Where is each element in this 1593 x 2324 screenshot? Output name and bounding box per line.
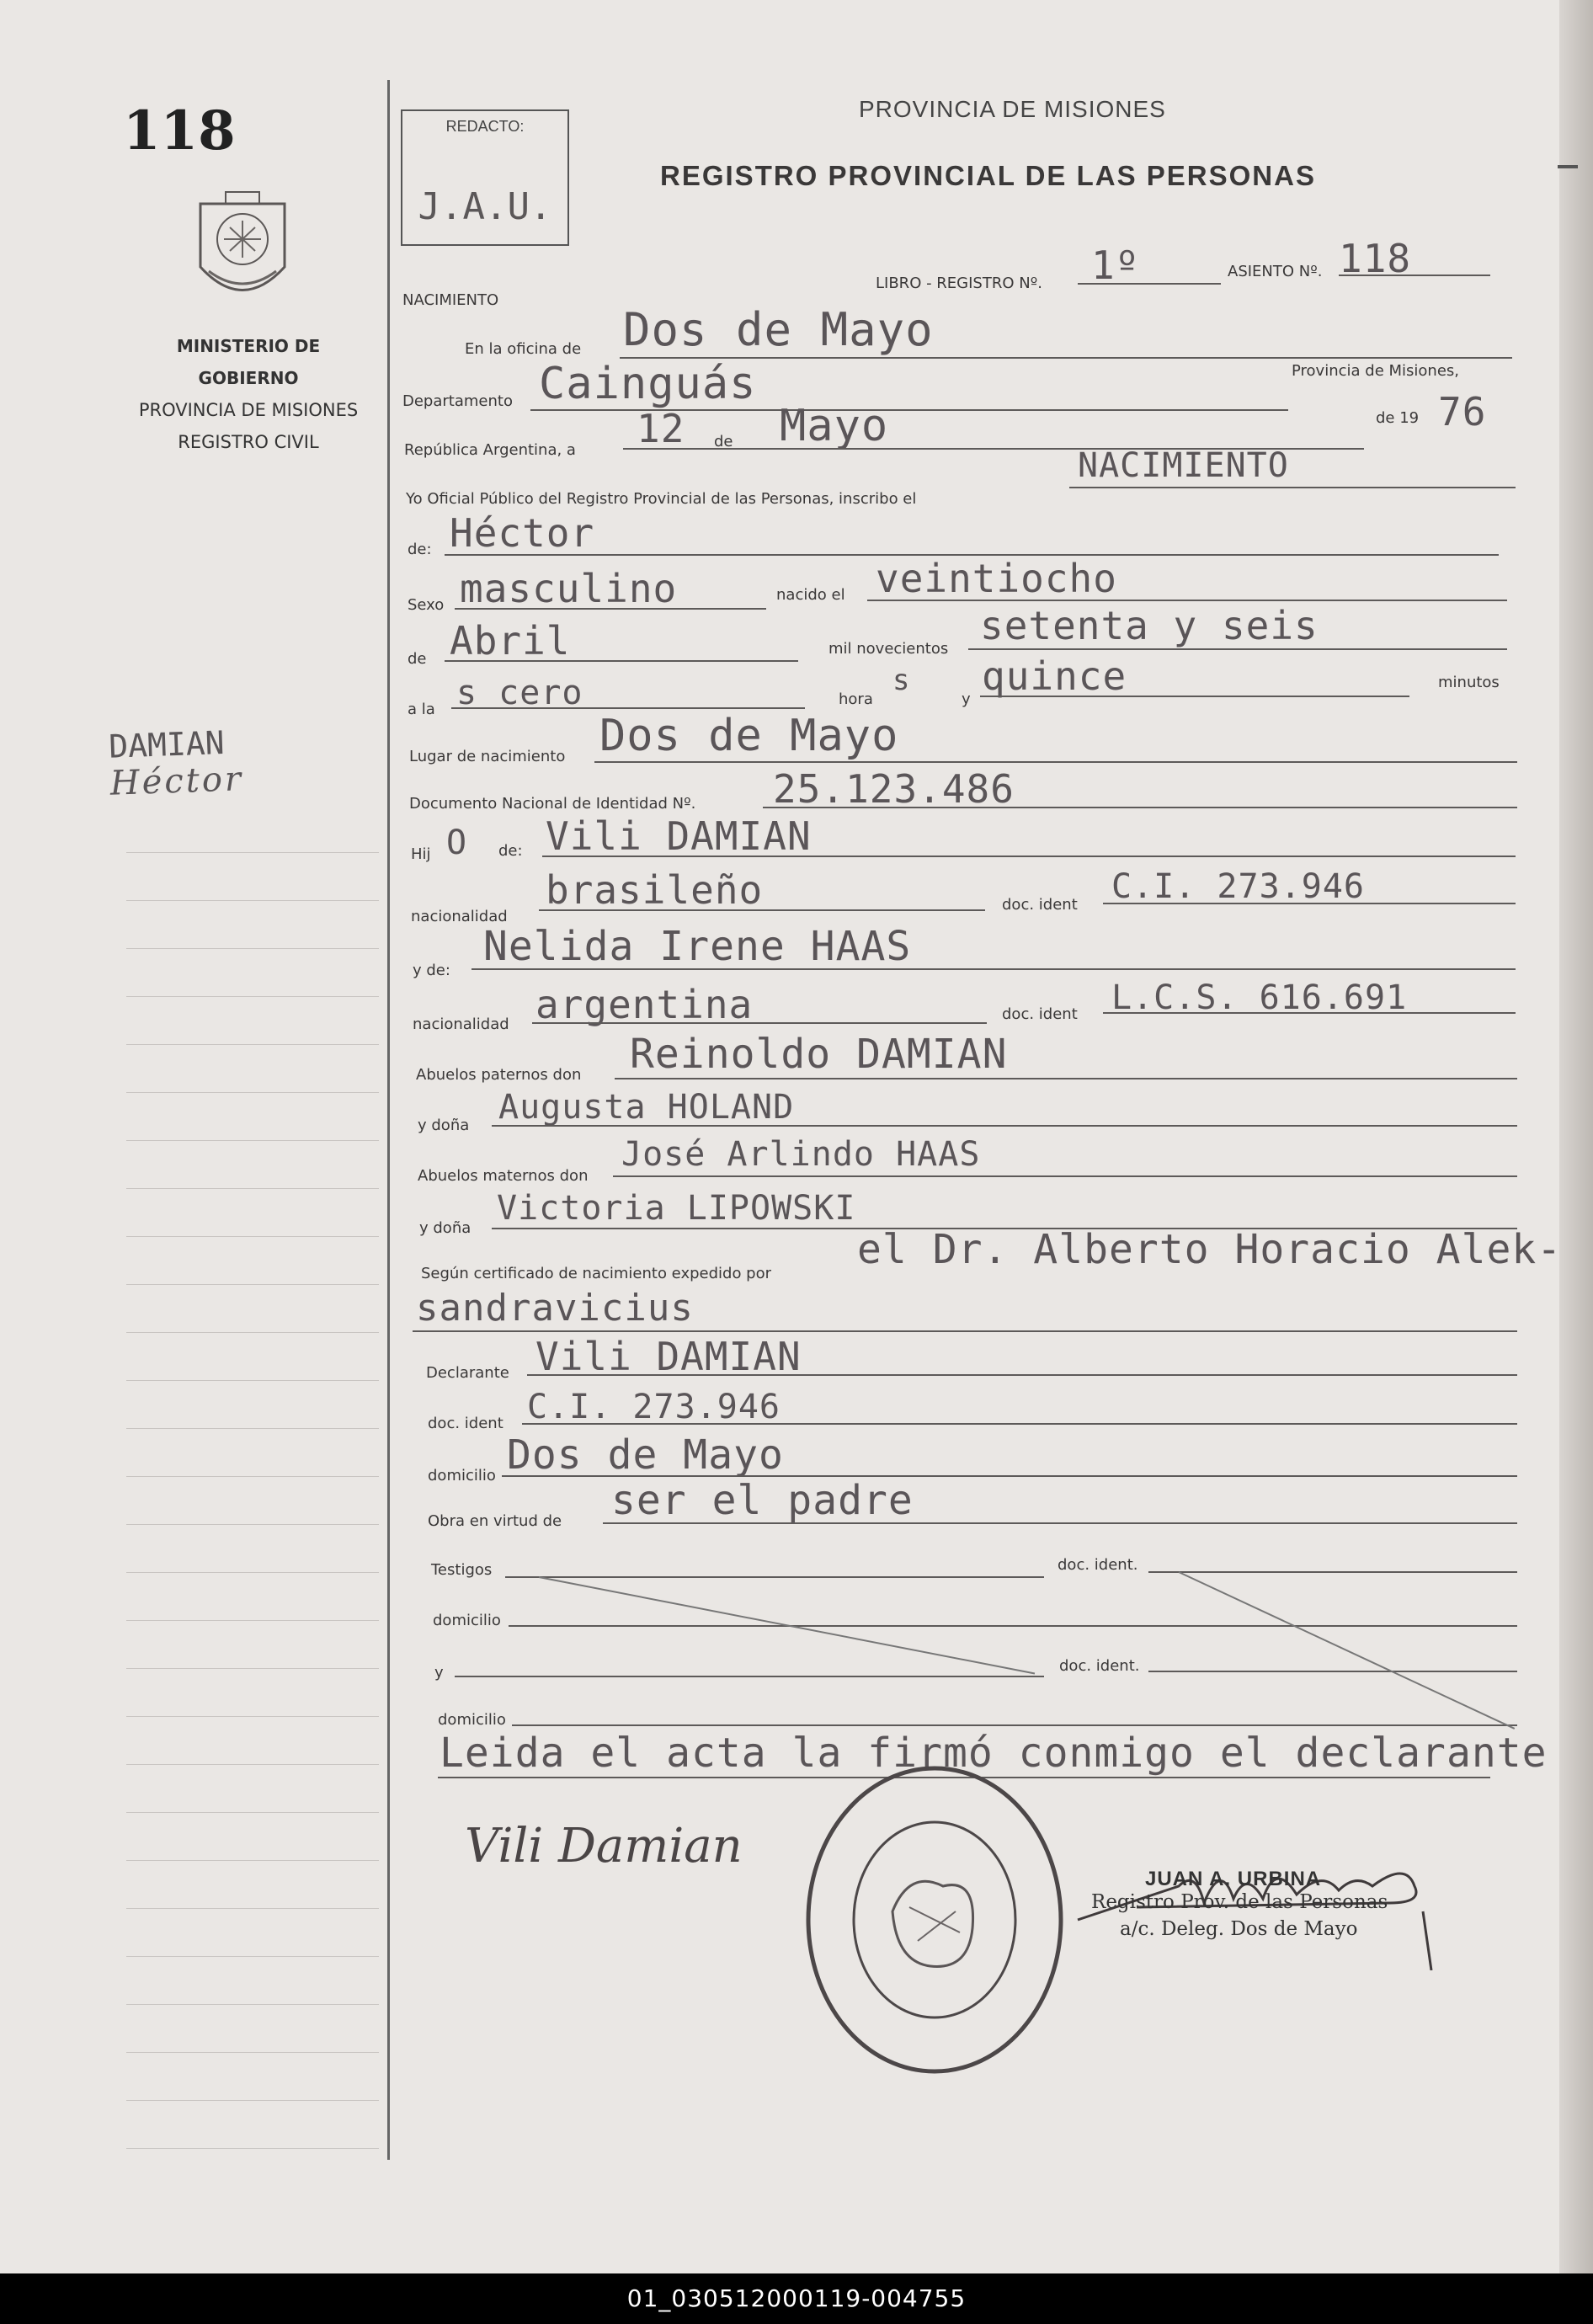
declarante-line bbox=[527, 1374, 1517, 1376]
madre-de-label: y de: bbox=[413, 962, 450, 979]
official-name: JUAN A. URBINA bbox=[1145, 1868, 1322, 1890]
nac-padre-label: nacionalidad bbox=[411, 908, 508, 925]
libro-line bbox=[1078, 283, 1221, 285]
margin-rule bbox=[126, 2004, 379, 2005]
oficina-label: En la oficina de bbox=[465, 340, 582, 358]
book-spine bbox=[1559, 0, 1593, 2273]
archive-code-bar bbox=[0, 2273, 1593, 2324]
margin-rule bbox=[126, 948, 379, 949]
inscribo-line bbox=[1069, 487, 1516, 488]
nacido-line bbox=[867, 600, 1507, 601]
testigos-line bbox=[505, 1576, 1044, 1578]
inscribo-label: Yo Oficial Público del Registro Provincial de las Personas, inscribo el bbox=[406, 490, 917, 508]
hora-value: s cero bbox=[456, 674, 583, 712]
mes-value: Mayo bbox=[780, 401, 889, 451]
margin-rule bbox=[126, 1140, 379, 1141]
anio-nac-value: setenta y seis bbox=[980, 603, 1319, 648]
folio-number: 118 bbox=[123, 99, 236, 163]
minutos-line bbox=[980, 696, 1409, 697]
nacido-label: nacido el bbox=[776, 586, 845, 604]
ab-pat-label: Abuelos paternos don bbox=[416, 1066, 582, 1084]
header-province: PROVINCIA DE MISIONES bbox=[859, 96, 1166, 122]
margin-rule bbox=[126, 1044, 379, 1045]
margin-given-name: Héctor bbox=[109, 760, 244, 803]
madre-line bbox=[472, 968, 1516, 970]
redacto-label: REDACTO: bbox=[445, 118, 525, 135]
decl-doc-label: doc. ident bbox=[428, 1415, 503, 1432]
ministry-office: REGISTRO CIVIL bbox=[178, 432, 319, 452]
dni-label: Documento Nacional de Identidad Nº. bbox=[409, 795, 696, 813]
testigo2-line bbox=[455, 1676, 1044, 1677]
departamento-label: Departamento bbox=[402, 392, 513, 410]
margin-rule bbox=[126, 1668, 379, 1669]
ab-mat2-value: Victoria LIPOWSKI bbox=[497, 1189, 856, 1228]
margin-rule bbox=[126, 1284, 379, 1285]
certificado-line bbox=[413, 1330, 1517, 1332]
dni-value: 25.123.486 bbox=[773, 766, 1015, 812]
anio-value: 76 bbox=[1438, 389, 1487, 434]
page-tab-mark bbox=[1558, 165, 1578, 168]
domicilio-value: Dos de Mayo bbox=[507, 1431, 784, 1479]
y-label: y bbox=[962, 690, 971, 708]
ab-pat-value: Reinoldo DAMIAN bbox=[630, 1031, 1008, 1078]
redacto-initials: J.A.U. bbox=[418, 185, 552, 228]
anio-label: de 19 bbox=[1376, 409, 1420, 427]
ab-mat-label: Abuelos maternos don bbox=[418, 1167, 589, 1185]
margin-note bbox=[109, 723, 244, 802]
ab-pat2-line bbox=[492, 1125, 1517, 1127]
margin-rule bbox=[126, 1812, 379, 1813]
ab-mat-value: José Arlindo HAAS bbox=[621, 1135, 981, 1174]
margin-rule bbox=[126, 1860, 379, 1861]
cierre-text: Leida el acta la firmó conmigo el declarante bbox=[440, 1730, 1548, 1777]
margin-rule bbox=[126, 1524, 379, 1525]
sexo-label: Sexo bbox=[408, 596, 445, 614]
official-title: Registro Prov. de las Personas bbox=[1091, 1891, 1388, 1913]
de-label: de bbox=[714, 433, 733, 450]
libro-label: LIBRO - REGISTRO Nº. bbox=[876, 275, 1042, 292]
certificado-value-cont: sandravicius bbox=[416, 1287, 694, 1330]
hijo-de-label: de: bbox=[498, 842, 523, 860]
margin-surname: DAMIAN bbox=[108, 723, 226, 765]
declarante-value: Vili DAMIAN bbox=[535, 1334, 802, 1379]
margin-rule bbox=[126, 1956, 379, 1957]
mes-nac-value: Abril bbox=[450, 618, 571, 664]
official-delegation: a/c. Deleg. Dos de Mayo bbox=[1120, 1918, 1358, 1940]
departamento-value: Cainguás bbox=[539, 359, 757, 409]
obra-line bbox=[603, 1522, 1517, 1524]
hora-label: hora bbox=[839, 690, 873, 708]
certificado-label: Según certificado de nacimiento expedido por bbox=[421, 1265, 772, 1282]
lugar-label: Lugar de nacimiento bbox=[409, 748, 566, 765]
sexo-value: masculino bbox=[460, 566, 678, 611]
registry-seal-icon bbox=[800, 1760, 1069, 2080]
ab-pat2-label: y doña bbox=[418, 1117, 470, 1134]
declarante-signature: Vili Damian bbox=[465, 1819, 743, 1874]
libro-value: 1º bbox=[1091, 243, 1140, 288]
testigo1-domicilio-line bbox=[509, 1625, 1517, 1627]
inscribo-value: NACIMIENTO bbox=[1078, 446, 1289, 485]
asiento-line bbox=[1339, 275, 1490, 276]
nacimiento-label: NACIMIENTO bbox=[402, 291, 499, 309]
nacido-value: veintiocho bbox=[876, 556, 1117, 601]
hijo-label: Hij bbox=[411, 845, 431, 863]
header-registry: REGISTRO PROVINCIAL DE LAS PERSONAS bbox=[660, 160, 1316, 191]
testigos-label: Testigos bbox=[431, 1561, 493, 1579]
margin-rule bbox=[126, 1332, 379, 1333]
testigo1-domicilio-label: domicilio bbox=[433, 1612, 501, 1629]
ab-mat2-label: y doña bbox=[419, 1219, 472, 1237]
alas-label: a la bbox=[408, 701, 435, 718]
testigos-doc-line bbox=[1148, 1571, 1517, 1573]
testigo2-doc-line bbox=[1148, 1671, 1517, 1672]
lugar-value: Dos de Mayo bbox=[599, 711, 899, 761]
nac-madre-value: argentina bbox=[535, 982, 754, 1027]
margin-rule bbox=[126, 1716, 379, 1717]
doc-madre-value: L.C.S. 616.691 bbox=[1111, 978, 1408, 1017]
dia-value: 12 bbox=[637, 406, 685, 451]
mes-nac-de-label: de bbox=[408, 650, 427, 668]
nac-madre-label: nacionalidad bbox=[413, 1015, 509, 1033]
margin-rule bbox=[126, 2100, 379, 2101]
margin-rule bbox=[126, 1908, 379, 1909]
asiento-label: ASIENTO Nº. bbox=[1228, 263, 1323, 280]
margin-rule bbox=[126, 1380, 379, 1381]
doc-madre-label: doc. ident bbox=[1002, 1005, 1078, 1023]
testigo2-domicilio-line bbox=[512, 1724, 1517, 1726]
padre-line bbox=[542, 856, 1516, 857]
anio-nac-line bbox=[968, 648, 1507, 650]
margin-divider bbox=[387, 80, 390, 2160]
ab-pat2-value: Augusta HOLAND bbox=[498, 1088, 795, 1127]
domicilio-label: domicilio bbox=[428, 1467, 496, 1484]
doc-padre-line bbox=[1103, 903, 1516, 904]
testigo2-y-label: y bbox=[434, 1664, 444, 1682]
doc-madre-line bbox=[1103, 1012, 1516, 1014]
padre-value: Vili DAMIAN bbox=[546, 813, 812, 859]
margin-rule bbox=[126, 2148, 379, 2149]
madre-value: Nelida Irene HAAS bbox=[483, 923, 912, 970]
oficina-value: Dos de Mayo bbox=[623, 303, 934, 356]
asiento-value: 118 bbox=[1339, 236, 1412, 281]
sexo-line bbox=[455, 608, 766, 610]
ministry-name: MINISTERIO DE GOBIERNO bbox=[176, 336, 321, 388]
ministry-province: PROVINCIA DE MISIONES bbox=[138, 400, 359, 420]
ministry-block bbox=[126, 330, 370, 458]
declarante-label: Declarante bbox=[426, 1364, 509, 1382]
redacto-box bbox=[401, 109, 569, 246]
margin-rule bbox=[126, 1476, 379, 1477]
margin-rule bbox=[126, 1620, 379, 1621]
provincial-crest-icon bbox=[184, 187, 301, 313]
doc-padre-value: C.I. 273.946 bbox=[1111, 867, 1365, 906]
republica-label: República Argentina, a bbox=[404, 441, 576, 459]
doc-padre-label: doc. ident bbox=[1002, 896, 1078, 914]
nac-padre-line bbox=[539, 909, 985, 911]
margin-rule bbox=[126, 2052, 379, 2053]
margin-rule bbox=[126, 1236, 379, 1237]
certificado-value: el Dr. Alberto Horacio Alek- bbox=[857, 1226, 1563, 1273]
archive-code: 01_030512000119-004755 bbox=[626, 2284, 967, 2312]
hijo-suffix: O bbox=[446, 824, 468, 862]
nombre-de-label: de: bbox=[408, 541, 432, 558]
margin-rule bbox=[126, 996, 379, 997]
hora-suffix: s bbox=[892, 664, 911, 697]
margin-rule bbox=[126, 1092, 379, 1093]
obra-value: ser el padre bbox=[611, 1477, 914, 1524]
nac-padre-value: brasileño bbox=[546, 867, 764, 913]
nac-madre-line bbox=[532, 1022, 987, 1024]
mil-label: mil novecientos bbox=[828, 640, 949, 658]
margin-rule bbox=[126, 852, 379, 853]
hora-line bbox=[451, 707, 805, 709]
lugar-line bbox=[594, 761, 1517, 763]
testigos-doc-label: doc. ident. bbox=[1058, 1556, 1138, 1574]
mes-nac-line bbox=[445, 660, 798, 662]
nombre-value: Héctor bbox=[450, 510, 595, 556]
ab-pat-line bbox=[615, 1078, 1517, 1079]
minutos-value: quince bbox=[982, 653, 1127, 699]
decl-doc-value: C.I. 273.946 bbox=[527, 1388, 781, 1426]
testigo2-doc-label: doc. ident. bbox=[1059, 1657, 1140, 1675]
decl-doc-line bbox=[522, 1423, 1517, 1425]
obra-label: Obra en virtud de bbox=[428, 1512, 562, 1530]
margin-rule bbox=[126, 1188, 379, 1189]
testigos-strike-2 bbox=[1179, 1571, 1516, 1730]
testigo2-domicilio-label: domicilio bbox=[438, 1711, 506, 1729]
ab-mat-line bbox=[613, 1175, 1517, 1177]
margin-rule bbox=[126, 1428, 379, 1429]
margin-rule bbox=[126, 1572, 379, 1573]
provincia-label: Provincia de Misiones, bbox=[1292, 362, 1459, 380]
margin-rule bbox=[126, 1764, 379, 1765]
minutos-label: minutos bbox=[1438, 674, 1500, 691]
margin-rule bbox=[126, 900, 379, 901]
dni-line bbox=[763, 807, 1517, 808]
